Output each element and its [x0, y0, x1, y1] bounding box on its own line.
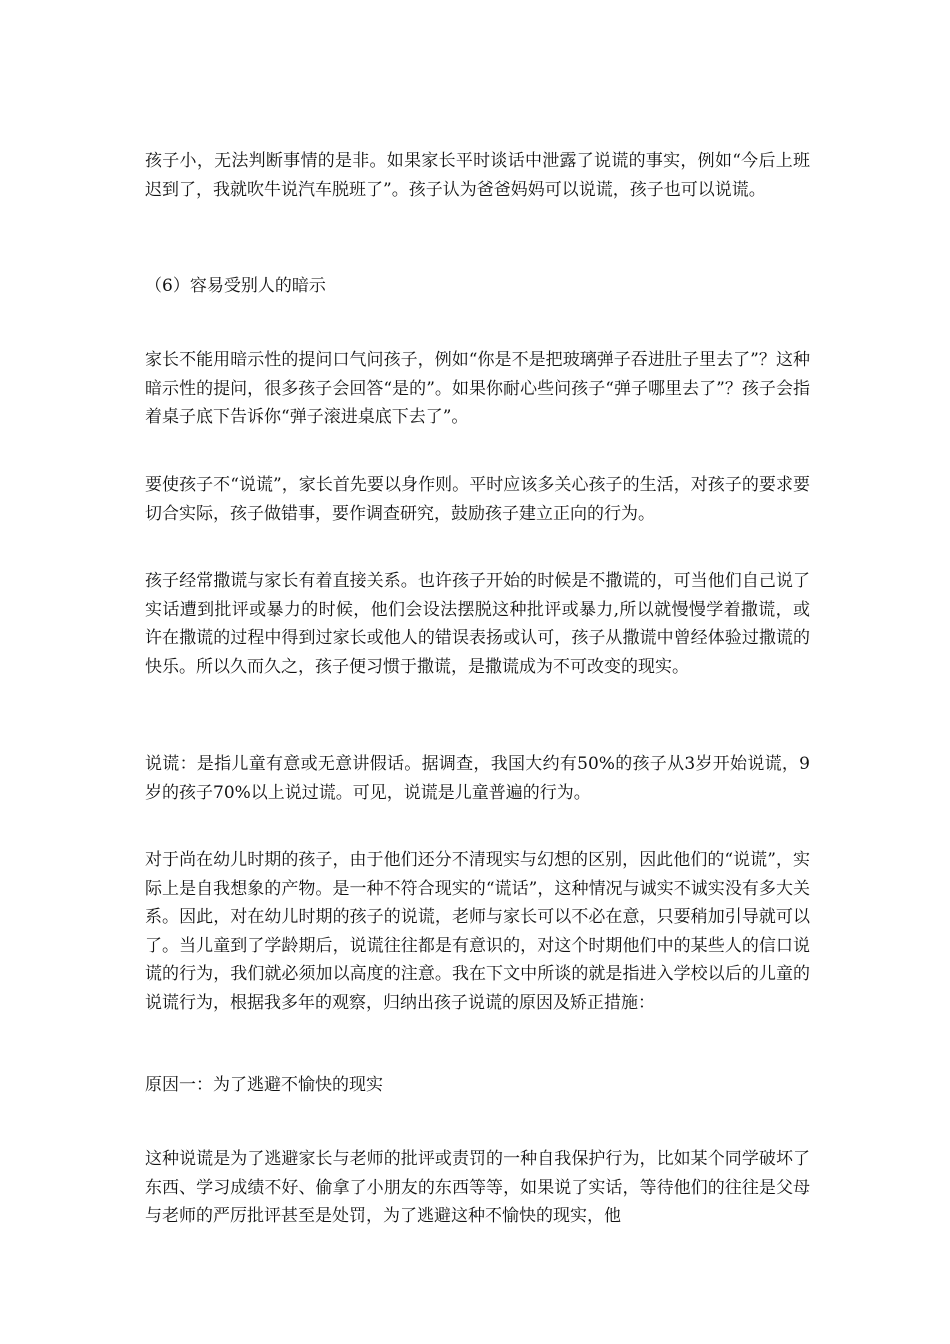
paragraph-parent-example: 孩子小，无法判断事情的是非。如果家长平时谈话中泄露了说谎的事实，例如“今后上班迟到了，我就吹牛说汽车脱班了”。孩子认为爸爸妈妈可以说谎，孩子也可以说谎。 — [145, 151, 810, 200]
paragraph-early-childhood: 对于尚在幼儿时期的孩子，由于他们还分不清现实与幻想的区别，因此他们的“说谎”，实际上是自我想象的产物。是一种不符合现实的“谎话”，这种情况与诚实不诚实没有多大关系。因此，对在幼儿时期的孩子的说谎，老师与家长可以不必在意，只要稍加引导就可以了。当儿童到了学龄期后，说谎往往都是有意识的，对这个时期他们中的某些人的信口说谎的行为，我们就必须加以高度的注意。我在下文中所谈的就是指进入学校以后的儿童的说谎行为，根据我多年的观察，归纳出孩子说谎的原因及矫正措施： — [145, 850, 810, 1013]
section-heading-suggestion: （6）容易受别人的暗示 — [145, 276, 326, 296]
paragraph-lying-definition: 说谎：是指儿童有意或无意讲假话。据调查，我国大约有50%的孩子从3岁开始说谎，9岁的孩子70%以上说过谎。可见，说谎是儿童普遍的行为。 — [145, 754, 810, 803]
section-heading-reason-one: 原因一：为了逃避不愉快的现实 — [145, 1075, 383, 1095]
paragraph-self-protection: 这种说谎是为了逃避家长与老师的批评或责罚的一种自我保护行为，比如某个同学破坏了东西、学习成绩不好、偷拿了小朋友的东西等等，如果说了实话，等待他们的往往是父母与老师的严厉批评甚至是处罚，为了逃避这种不愉快的现实，他 — [145, 1149, 810, 1226]
paragraph-lead-by-example: 要使孩子不“说谎”，家长首先要以身作则。平时应该多关心孩子的生活，对孩子的要求要切合实际，孩子做错事，要作调查研究，鼓励孩子建立正向的行为。 — [145, 475, 810, 524]
paragraph-suggestive-questions: 家长不能用暗示性的提问口气问孩子，例如“你是不是把玻璃弹子吞进肚子里去了”？这种暗示性的提问，很多孩子会回答“是的”。如果你耐心些问孩子“弹子哪里去了”？孩子会指着桌子底下告诉你“弹子滚进桌底下去了”。 — [145, 350, 810, 427]
paragraph-lying-habit: 孩子经常撒谎与家长有着直接关系。也许孩子开始的时候是不撒谎的，可当他们自己说了实话遭到批评或暴力的时候，他们会设法摆脱这种批评或暴力,所以就慢慢学着撒谎，或许在撒谎的过程中得到过家长或他人的错误表扬或认可，孩子从撒谎中曾经体验过撒谎的快乐。所以久而久之，孩子便习惯于撒谎，是撒谎成为不可改变的现实。 — [145, 571, 810, 677]
